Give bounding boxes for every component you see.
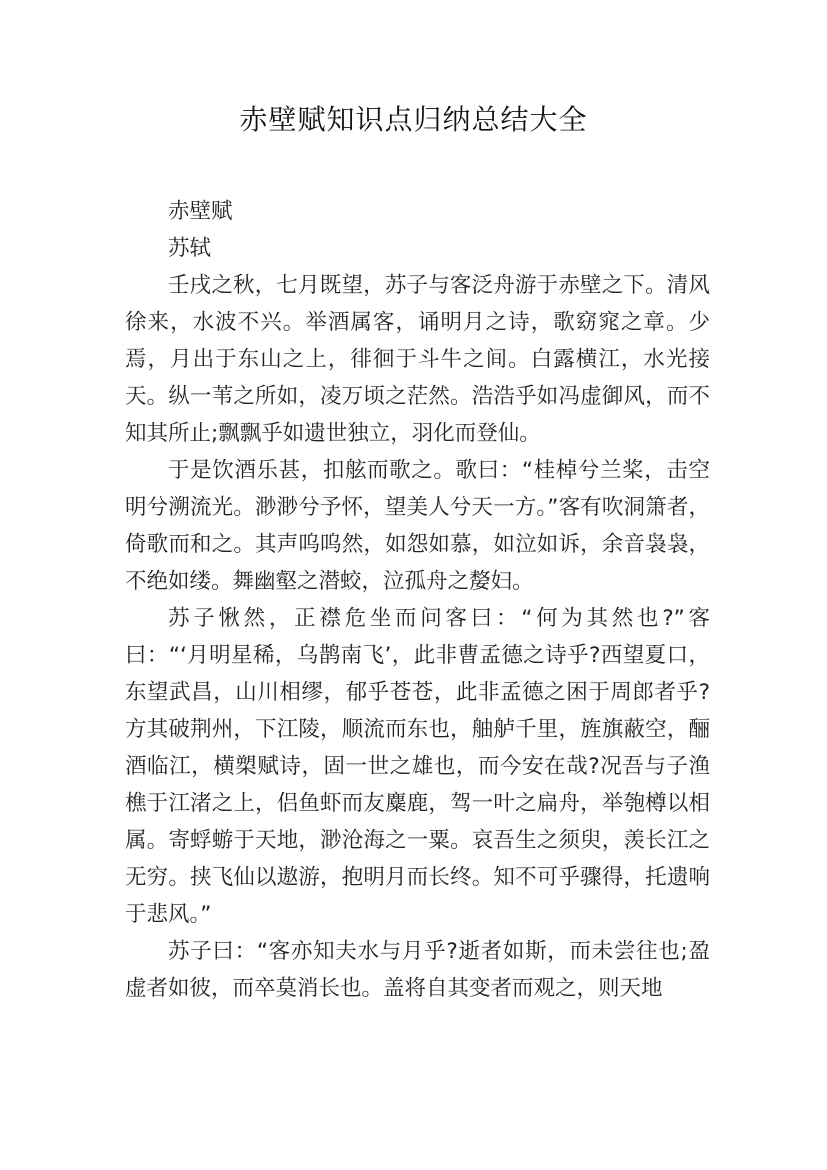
- paragraph-1: 壬戌之秋，七月既望，苏子与客泛舟游于赤壁之下。清风徐来，水波不兴。举酒属客，诵明月之诗，歌窈窕之章。少焉，月出于东山之上，徘徊于斗牛之间。白露横江，水光接天。纵一苇之所如，凌万顷之茫然。浩浩乎如冯虚御风，而不知其所止;飘飘乎如遗世独立，羽化而登仙。: [125, 273, 710, 446]
- document-title: 赤壁赋知识点归纳总结大全: [239, 103, 588, 136]
- document-body: [125, 193, 710, 1007]
- poem-title: 赤壁赋: [168, 199, 233, 224]
- paragraph-4: 苏子曰：“客亦知夫水与月乎?逝者如斯，而未尝往也;盈虚者如彼，而卒莫消长也。盖将自其变者而观之，则天地: [125, 939, 710, 1001]
- poem-author: 苏轼: [168, 236, 212, 261]
- paragraph-2: 于是饮酒乐甚，扣舷而歌之。歌曰：“桂棹兮兰桨，击空明兮溯流光。渺渺兮予怀，望美人兮天一方。”客有吹洞箫者，倚歌而和之。其声呜呜然，如怨如慕，如泣如诉，余音袅袅，不绝如缕。舞幽壑之潜蛟，泣孤舟之嫠妇。: [125, 458, 710, 594]
- paragraph-3: 苏子愀然，正襟危坐而问客曰：“何为其然也?”客曰：“‘月明星稀，乌鹊南飞’，此非曹孟德之诗乎?西望夏口，东望武昌，山川相缪，郁乎苍苍，此非孟德之困于周郎者乎?方其破荆州，下江陵，顺流而东也，舳舻千里，旌旗蔽空，酾酒临江，横槊赋诗，固一世之雄也，而今安在哉?况吾与子渔樵于江渚之上，侣鱼虾而友麋鹿，驾一叶之扁舟，举匏樽以相属。寄蜉蝣于天地，渺沧海之一粟。哀吾生之须臾，羡长江之无穷。挟飞仙以遨游，抱明月而长终。知不可乎骤得，托遗响于悲风。”: [125, 606, 710, 927]
